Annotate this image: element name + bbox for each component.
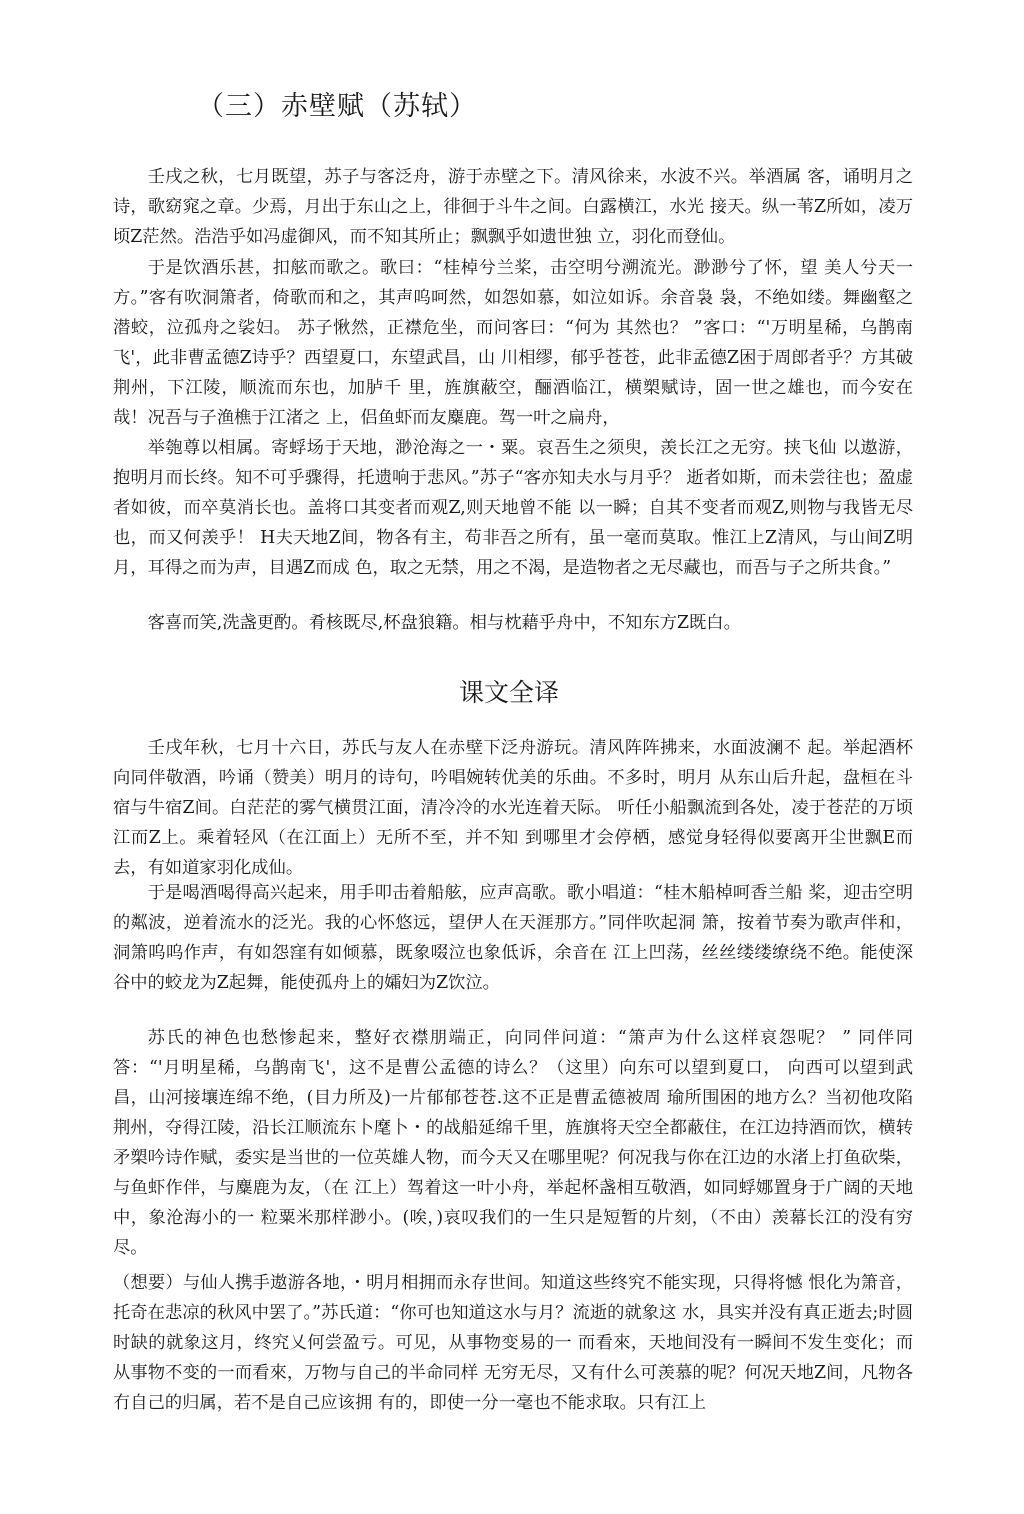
translation-paragraph-3: 苏氏的神色也愁惨起来，整好衣襟朋端正，向同伴问道：“箫声为什么这样哀怨呢？ ” 同伴同答：“'月明星稀，乌鹊南飞'，这不是曹公孟德的诗么？（这里）向东可以望到夏口， 向西可以望到武昌，山河接壤连绵不绝，(目力所及)一片郁郁苍苍.这不正是曹孟德被周 瑜所围困的地方么？当初他攻陷荆州，夺得江陵，沿长江顺流东卜麾卜・的战船延绵千里，旌旗将天空全都蔽住，在江边持酒而饮，横转矛槊吟诗作赋，委实是当世的一位英雄人物，而今天又在哪里呢？何况我与你在江边的水渚上打鱼砍柴，与鱼虾作伴，与麋鹿为友，（在 江上）驾着这一叶小舟，举起杯盏相互敬酒，如同蜉娜置身于广阔的天地中，象沧海小的一 粒粟米那样渺小。(唉，)哀叹我们的一生只是短暂的片刻，（不由）羡幕长江的没有穷尽。 bbox=[113, 1028, 913, 1258]
page-title: （三）赤壁赋（苏轼） bbox=[197, 91, 477, 122]
original-paragraph-2: 于是饮酒乐甚，扣舷而歌之。歌曰：“桂棹兮兰桨，击空明兮溯流光。渺渺兮了怀，望 美人兮天一方。”客有吹洞箫者，倚歌而和之，其声呜呵然，如怨如慕，如泣如诉。余音袅 袅，不绝如缕。舞幽壑之潜蛟，泣孤舟之裟妇。 苏子愀然，正襟危坐，而问客曰：“何为 其然也？ ”客口：“'万明星稀，乌鹊南飞'，此非曹孟德Z诗乎？西望夏口，东望武昌，山 川相缪，郁乎苍苍，此非孟德Z困于周郎者乎？方其破荆州，下江陵，顺流而东也，加胪千 里，旌旗蔽空，酾酒临江，横槊赋诗，固一世之雄也，而今安在哉！况吾与子渔樵于江渚之 上，侣鱼虾而友麋鹿。驾一叶之扁舟， bbox=[113, 258, 913, 428]
original-paragraph-3: 举匏尊以相属。寄蜉场于天地，渺沧海之一・粟。哀吾生之须臾，羡长江之无穷。挟飞仙 以遨游，抱明月而长终。知不可乎骤得，托遗响于悲风。”苏子“客亦知夫水与月乎？ 逝者如斯，而未尝往也；盈虚者如彼，而卒莫消长也。盖将口其变者而观Z,则天地曾不能 以一瞬；自其不变者而观Z,则物与我皆无尽也，而又何羡乎！ H夫天地Z间，物各有主，苟非吾之所有，虽一毫而莫取。惟江上Z清风，与山间Z明月，耳得之而为声，目遇Z而成 色，取之无禁，用之不渴，是造物者之无尽藏也，而吾与子之所共食。” bbox=[113, 438, 913, 578]
original-paragraph-1: 壬戌之秋，七月既望，苏子与客泛舟，游于赤壁之下。清风徐来，水波不兴。举酒属 客，诵明月之诗，歌窈窕之章。少焉，月出于东山之上，徘徊于斗牛之间。白露横江，水光 接天。纵一苇Z所如，凌万顷Z茫然。浩浩乎如冯虚御风，而不知其所止；飘飘乎如遗世独 立，羽化而登仙。 bbox=[113, 167, 913, 247]
translation-paragraph-2: 于是喝酒喝得高兴起来，用手叩击着船舷，应声高歌。歌小唱道：“桂木船棹呵香兰船 桨，迎击空明的粼波，逆着流水的泛光。我的心怀悠远，望伊人在天涯那方。”同伴吹起洞 箫，按着节奏为歌声伴和，洞箫呜呜作声，有如怨窪有如倾慕，既象啜泣也象低诉，余音在 江上凹荡，丝丝缕缕缭绕不绝。能使深谷中的蛟龙为Z起舞，能使孤舟上的孀妇为Z饮泣。 bbox=[113, 883, 913, 993]
original-paragraph-4: 客喜而笑,洗盏更酌。肴核既尽,杯盘狼籍。相与枕藉乎舟中，不知东方Z既白。 bbox=[147, 613, 741, 633]
translation-paragraph-1: 壬戌年秋，七月十六日，苏氏与友人在赤壁下泛舟游玩。清风阵阵拂来，水面波澜不 起。举起酒杯向同伴敬酒，吟诵（赞美）明月的诗句，吟唱婉转优美的乐曲。不多时，明月 从东山后升起，盘桓在斗宿与牛宿Z间。白茫茫的雾气横贯江面，清冷冷的水光连着天际。 听任小船飘流到各处，凌于苍茫的万顷江而Z上。乘着轻风（在江面上）无所不至，并不知 到哪里才会停栖，感觉身轻得似要离开尘世飘E而去，有如道家羽化成仙。 bbox=[113, 738, 913, 878]
translation-title: 课文全译 bbox=[459, 678, 560, 707]
translation-paragraph-4: （想要）与仙人携手遨游各地，・明月相拥而永存世间。知道这些终究不能实现，只得将憾 恨化为箫音，托奇在悲凉的秋风中罢了。”苏氏道：“你可也知道这水与月？流逝的就象这 水，具实并没有真正逝去;时圆时缺的就象这月，终究乂何尝盈亏。可见，从事物变易的一 而看來，天地间没有一瞬间不发生变化；而从事物不变的一而看來，万物与自己的半命同样 无穷无尽，又有什么可羡慕的呢？何况天地Z间，凡物各冇自己的归属，若不是自己应该拥 有的，即使一分一毫也不能求取。只有江上 bbox=[113, 1273, 913, 1413]
